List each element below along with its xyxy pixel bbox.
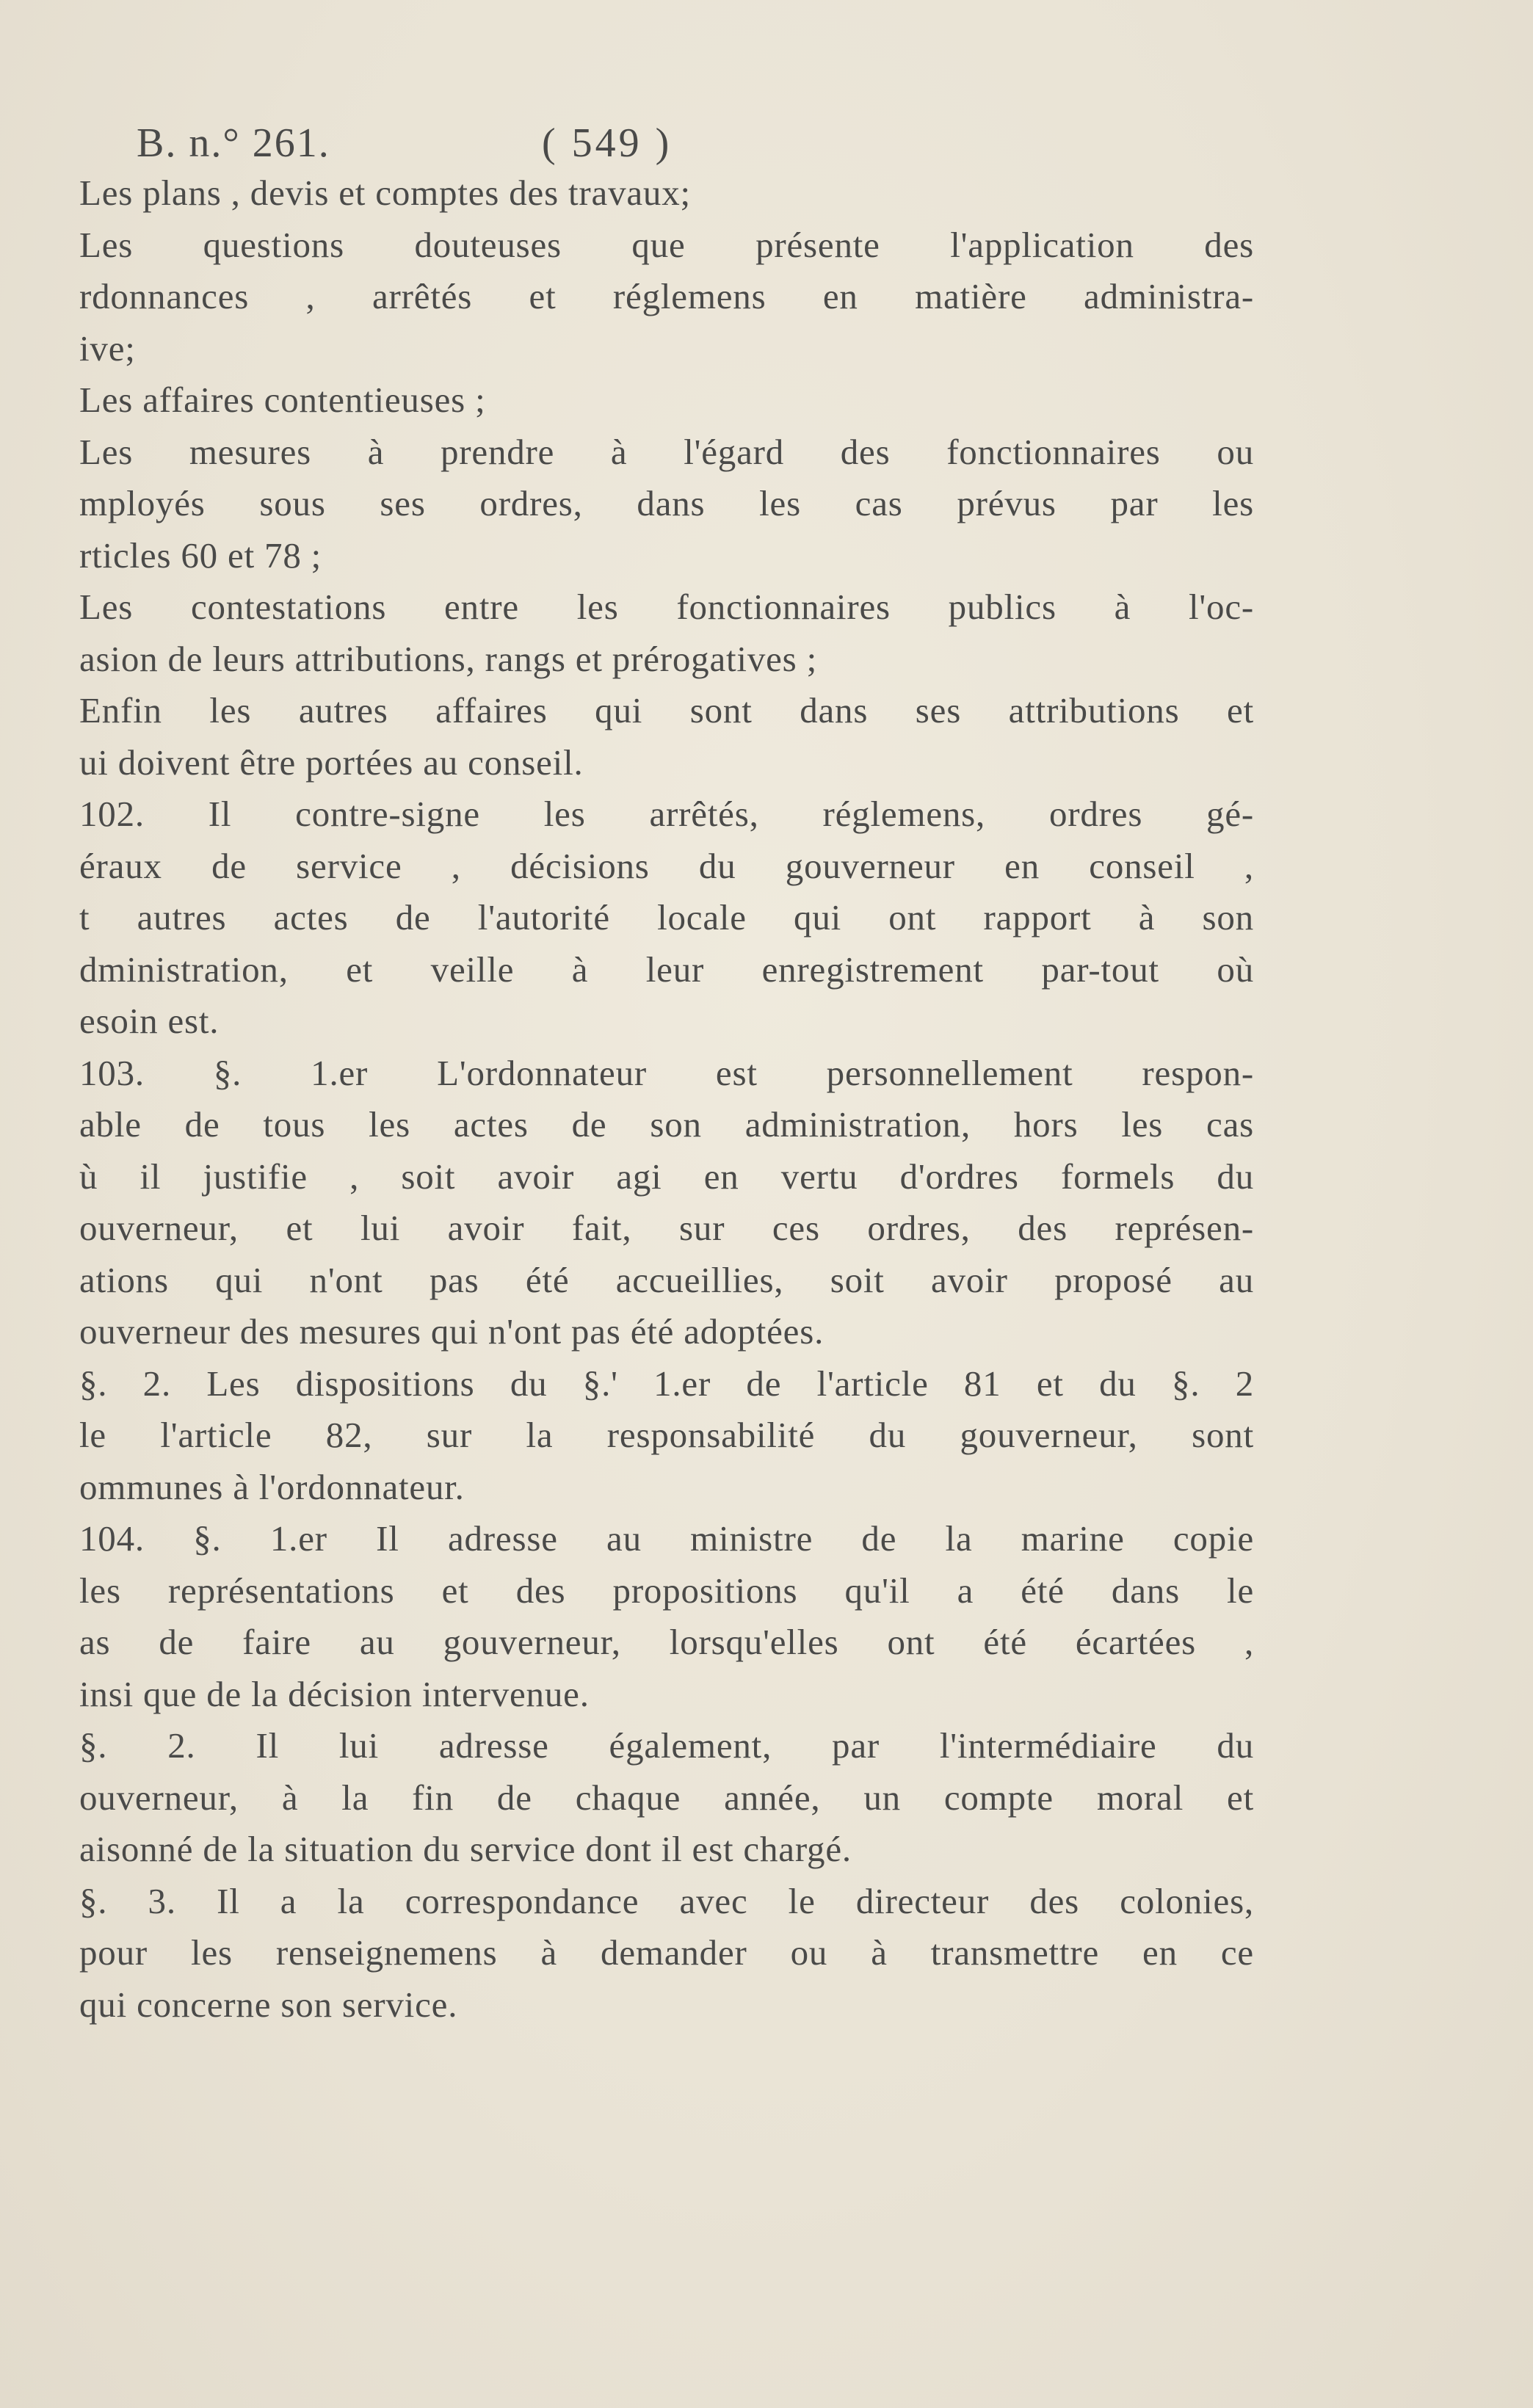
- text-line: as de faire au gouverneur, lorsqu'elles ont été écartées ,: [79, 1622, 1254, 1662]
- text-line: Les plans , devis et comptes des travaux;: [79, 173, 691, 213]
- text-line: esoin est.: [79, 1001, 220, 1041]
- bulletin-number: B. n.° 261.: [137, 120, 330, 166]
- text-line: Les mesures à prendre à l'égard des fonctionnaires ou: [79, 431, 1254, 472]
- body-text: [79, 167, 1254, 2031]
- text-line: ations qui n'ont pas été accueillies, soit avoir proposé au: [79, 1259, 1254, 1300]
- text-line: ive;: [79, 327, 136, 369]
- text-line: qui concerne son service.: [79, 1984, 458, 2025]
- text-line: rdonnances , arrêtés et réglemens en matière administra-: [79, 276, 1254, 316]
- text-line: ommunes à l'ordonnateur.: [79, 1466, 465, 1507]
- text-line: dministration, et veille à leur enregistrement par-tout où: [79, 949, 1254, 990]
- text-line: §. 2. Les dispositions du §.' 1.er de l'article 81 et du §. 2: [79, 1363, 1254, 1404]
- text-line: Les questions douteuses que présente l'application des: [79, 224, 1254, 265]
- text-line: le l'article 82, sur la responsabilité du gouverneur, sont: [79, 1415, 1254, 1455]
- text-line: 104. §. 1.er Il adresse au ministre de la marine copie: [79, 1518, 1254, 1559]
- text-line: rticles 60 et 78 ;: [79, 534, 322, 576]
- page-number: ( 549 ): [542, 120, 673, 166]
- text-line: Enfin les autres affaires qui sont dans ses attributions et: [79, 690, 1254, 730]
- text-line: éraux de service , décisions du gouverneur en conseil ,: [79, 845, 1254, 886]
- text-line: 103. §. 1.er L'ordonnateur est personnellement respon-: [79, 1052, 1254, 1093]
- text-line: ouverneur, à la fin de chaque année, un compte moral et: [79, 1777, 1254, 1818]
- text-line: asion de leurs attributions, rangs et prérogatives ;: [79, 638, 818, 679]
- text-line: §. 3. Il a la correspondance avec le directeur des colonies,: [79, 1880, 1254, 1921]
- text-line: able de tous les actes de son administration, hors les cas: [79, 1104, 1254, 1145]
- text-line: les représentations et des propositions qu'il a été dans le: [79, 1570, 1254, 1611]
- text-line: insi que de la décision intervenue.: [79, 1673, 590, 1714]
- text-line: t autres actes de l'autorité locale qui ont rapport à son: [79, 897, 1254, 938]
- text-line: 102. Il contre-signe les arrêtés, réglemens, ordres gé-: [79, 794, 1254, 834]
- text-line: aisonné de la situation du service dont il est chargé.: [79, 1829, 852, 1869]
- text-line: ù il justifie , soit avoir agi en vertu d'ordres formels du: [79, 1156, 1254, 1197]
- text-line: ui doivent être portées au conseil.: [79, 741, 584, 783]
- text-line: ouverneur des mesures qui n'ont pas été adoptées.: [79, 1311, 825, 1352]
- text-line: mployés sous ses ordres, dans les cas prévus par les: [79, 483, 1254, 523]
- text-line: Les contestations entre les fonctionnaires publics à l'oc-: [79, 587, 1254, 627]
- text-line: Les affaires contentieuses ;: [79, 380, 486, 420]
- text-line: pour les renseignemens à demander ou à transmettre en ce: [79, 1932, 1254, 1973]
- text-line: §. 2. Il lui adresse également, par l'intermédiaire du: [79, 1725, 1254, 1766]
- text-line: ouverneur, et lui avoir fait, sur ces ordres, des représen-: [79, 1208, 1254, 1248]
